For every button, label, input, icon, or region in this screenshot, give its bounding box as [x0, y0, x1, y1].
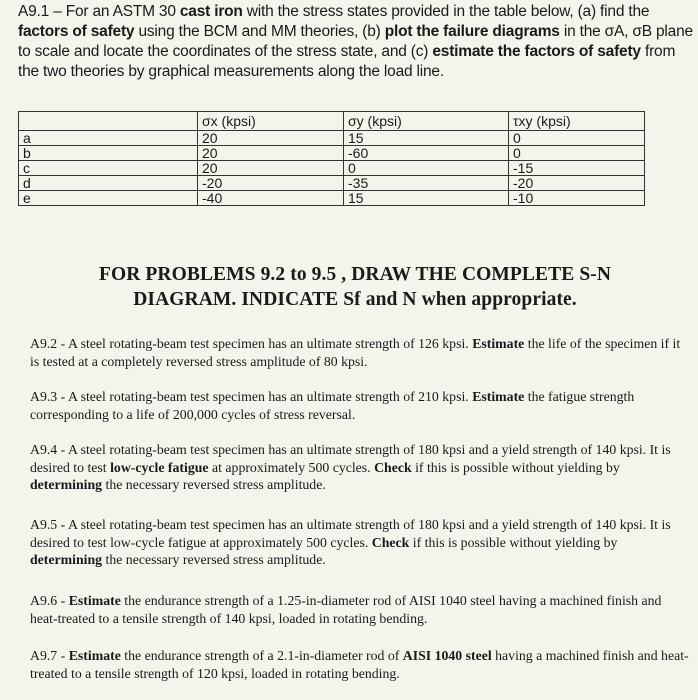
problem-a9-3	[30, 388, 692, 423]
table-cell: -10	[509, 191, 645, 206]
stress-state-table	[18, 111, 645, 206]
problem-text: the necessary reversed stress amplitude.	[102, 552, 326, 567]
problem-bold: determining	[30, 552, 103, 567]
problem-a9-1	[18, 2, 694, 82]
problem-text: having a machined finish and heat-treated to a tensile strength of 120 kpsi, loaded in rotating bending.	[30, 648, 689, 681]
table-cell: a	[19, 131, 198, 146]
problem-bold: Estimate	[68, 648, 121, 663]
table-header-cell: τxy (kpsi)	[509, 112, 645, 131]
table-header-cell: σx (kpsi)	[198, 112, 344, 131]
table-cell: -15	[509, 161, 645, 176]
problem-text: if this is possible without yielding by	[409, 534, 618, 550]
problem-text: A9.2 - A steel rotating-beam test specimen has an ultimate strength of 126 kpsi.	[30, 336, 473, 351]
problem-bold: Estimate	[472, 389, 525, 404]
intro-bold-estimate: estimate the factors of safety	[432, 43, 641, 60]
problem-a9-6	[30, 592, 692, 627]
table-cell: -60	[344, 146, 509, 161]
table-row	[19, 131, 645, 146]
intro-text: in the σA, σB plane to scale and locate the coordinates of the stress state, and (c)	[18, 23, 693, 60]
table-cell: 0	[344, 161, 509, 176]
problem-text: the fatigue strength corresponding to a life of 200,000 cycles of stress reversal.	[30, 389, 635, 422]
table-cell: d	[19, 176, 198, 191]
table-row	[19, 146, 645, 161]
heading-line-1: FOR PROBLEMS 9.2 to 9.5 , DRAW THE COMPLETE S-N	[98, 264, 612, 285]
table-header-cell	[19, 112, 198, 131]
problem-text: at approximately 500 cycles.	[208, 459, 375, 475]
table-cell: 0	[509, 146, 645, 161]
table-cell: 20	[198, 161, 344, 176]
table-cell: 20	[198, 146, 344, 161]
section-heading	[40, 262, 670, 312]
intro-bold-plot: plot the failure diagrams	[384, 23, 560, 40]
problem-text: the necessary reversed stress amplitude.	[102, 477, 326, 492]
problem-text: A9.6 -	[30, 593, 69, 608]
problem-text: the life of the specimen if it is tested at a completely reversed stress amplitude of 80 kpsi.	[30, 336, 681, 369]
intro-bold-factors: factors of safety	[18, 23, 135, 40]
problem-a9-2	[30, 335, 692, 370]
problem-text: A9.3 - A steel rotating-beam test specimen has an ultimate strength of 210 kpsi.	[30, 389, 473, 404]
problem-text: if this is possible without yielding by	[411, 459, 620, 475]
table-cell: 20	[198, 131, 344, 146]
table-cell: -20	[509, 176, 645, 191]
problem-a9-5	[30, 516, 692, 569]
problem-bold: Check	[374, 459, 412, 475]
problem-bold: Estimate	[68, 593, 121, 608]
table-row	[19, 176, 645, 191]
problem-text: the endurance strength of a 1.25-in-diameter rod of AISI 1040 steel having a machined finish and heat-treated to a tensile strength of 140 kpsi, loaded in rotating bending.	[30, 593, 662, 626]
table-row	[19, 191, 645, 206]
heading-line-2: DIAGRAM. INDICATE Sf and N when appropriate.	[133, 289, 577, 310]
problem-a9-4	[30, 441, 692, 494]
table-cell: 15	[344, 191, 509, 206]
intro-text: using the BCM and MM theories, (b)	[134, 23, 385, 40]
intro-text: from the two theories by graphical measurements along the load line.	[18, 43, 676, 80]
table-cell: -40	[198, 191, 344, 206]
table-cell: -20	[198, 176, 344, 191]
problem-text: A9.7 -	[30, 648, 69, 663]
problem-bold: Check	[371, 534, 410, 550]
problem-bold: determining	[30, 477, 103, 492]
problem-bold: low-cycle fatigue	[110, 459, 209, 475]
problem-text: A9.5 - A steel rotating-beam test specimen has an ultimate strength of 180 kpsi and a yield strength of 140 kpsi. It is desired to test low-cycle fatigue at approximately 500 cycles.	[30, 517, 671, 550]
intro-bold-material: cast iron	[179, 3, 243, 20]
problem-bold: Estimate	[472, 336, 525, 351]
table-header-row	[19, 112, 645, 131]
problem-text: the endurance strength of a 2.1-in-diameter rod of	[120, 648, 403, 663]
table-cell: e	[19, 191, 198, 206]
table-header-cell: σy (kpsi)	[344, 112, 509, 131]
problem-bold: AISI 1040 steel	[402, 648, 492, 663]
table-cell: b	[19, 146, 198, 161]
table-cell: 15	[344, 131, 509, 146]
problem-a9-7	[30, 647, 692, 682]
intro-text: with the stress states provided in the table below, (a) find the	[242, 3, 650, 20]
problem-text: A9.4 - A steel rotating-beam test specimen has an ultimate strength of 180 kpsi and a yield strength of 140 kpsi. It is desired to test	[30, 442, 671, 475]
table-cell: 0	[509, 131, 645, 146]
table-row	[19, 161, 645, 176]
intro-text: A9.1 – For an ASTM 30	[18, 3, 180, 20]
table-cell: c	[19, 161, 198, 176]
table-cell: -35	[344, 176, 509, 191]
